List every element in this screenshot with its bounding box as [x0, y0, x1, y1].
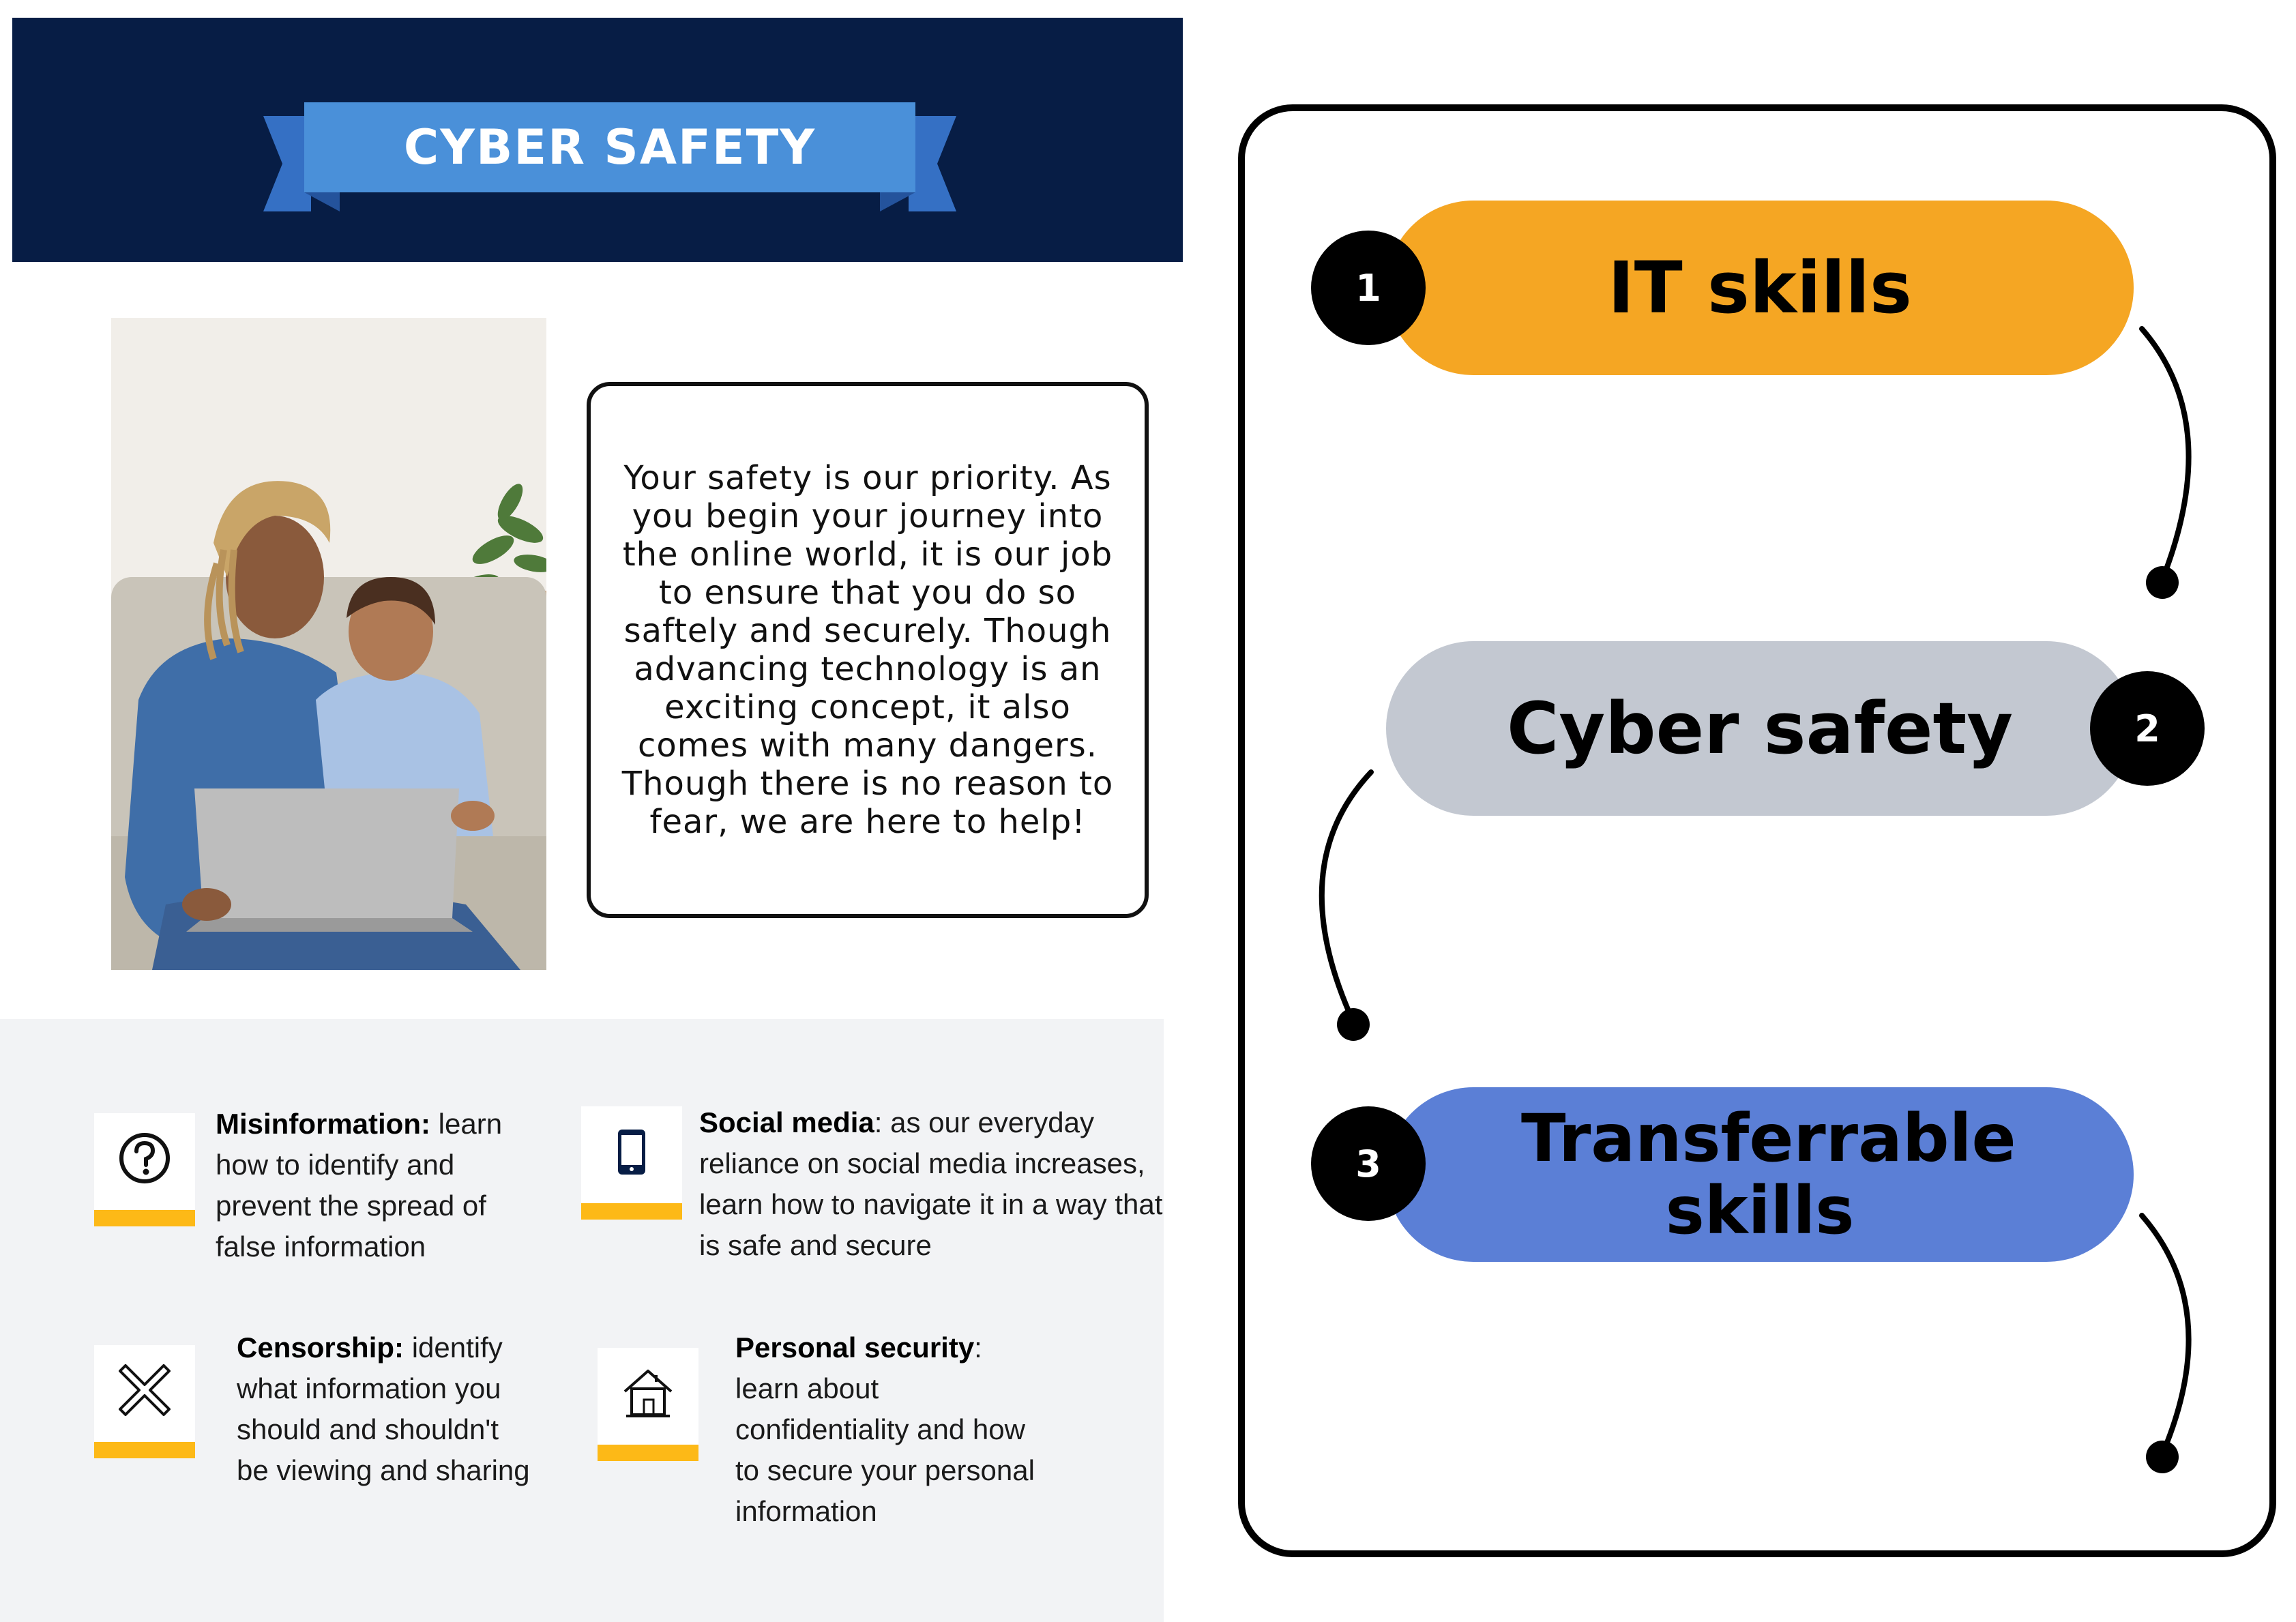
topic-body: : as our everyday reliance on social media increases, learn how to navigate it in a way that is safe and secure: [699, 1106, 1163, 1261]
topic-body: : learn about confidentiality and how to secure your personal information: [735, 1331, 1035, 1527]
personal-security-text: [735, 1327, 1049, 1532]
topic-title: Censorship:: [237, 1331, 404, 1363]
misinformation-icon-tile: [94, 1113, 195, 1226]
topic-title: Social media: [699, 1106, 874, 1138]
social-media-text: [699, 1102, 1163, 1266]
step-2-number: 2: [2090, 671, 2205, 786]
connector-2-3: [1296, 764, 1392, 1050]
accent-bar: [581, 1203, 682, 1220]
topic-title: Misinformation:: [216, 1108, 430, 1140]
topic-title: Personal security: [735, 1331, 975, 1363]
connector-1-2: [2121, 321, 2217, 607]
phone-icon: [604, 1124, 659, 1179]
step-3-number: 3: [1311, 1106, 1426, 1221]
step-3-label: Transferrable skills: [1521, 1100, 2016, 1249]
accent-bar: [94, 1442, 195, 1458]
step-1-pill: [1386, 201, 2134, 375]
page-title: CYBER SAFETY: [403, 119, 816, 175]
house-icon: [621, 1366, 675, 1420]
question-mark-icon: [117, 1131, 172, 1185]
title-ribbon: [263, 86, 956, 211]
personal-security-icon-tile: [598, 1348, 698, 1461]
social-media-icon-tile: [581, 1106, 682, 1220]
step-3-pill: [1386, 1087, 2134, 1262]
connector-3-end: [2121, 1207, 2217, 1480]
header-banner: [12, 18, 1183, 262]
topic-body: learn how to identify and prevent the spread of false information: [216, 1108, 503, 1263]
step-1-label: IT skills: [1608, 246, 1912, 329]
intro-text-box: [587, 382, 1149, 918]
topics-section: [0, 1019, 1164, 1622]
step-1-number: 1: [1311, 231, 1426, 345]
censorship-text: [237, 1327, 537, 1491]
accent-bar: [598, 1445, 698, 1461]
step-2-pill: [1386, 641, 2134, 816]
step-2-label: Cyber safety: [1507, 687, 2013, 770]
topic-body: identify what information you should and shouldn't be viewing and sharing: [237, 1331, 530, 1486]
censorship-icon-tile: [94, 1345, 195, 1458]
misinformation-text: [216, 1104, 529, 1267]
accent-bar: [94, 1210, 195, 1226]
x-cross-icon: [117, 1363, 172, 1417]
family-laptop-photo: [111, 318, 546, 970]
intro-text: Your safety is our priority. As you begin your journey into the online world, it is our job to ensure that you do so saftely and securely. Though advancing technology is an exciting concept, it also comes with many dangers. Though there is no reason to fear, we are here to help!: [621, 459, 1114, 841]
